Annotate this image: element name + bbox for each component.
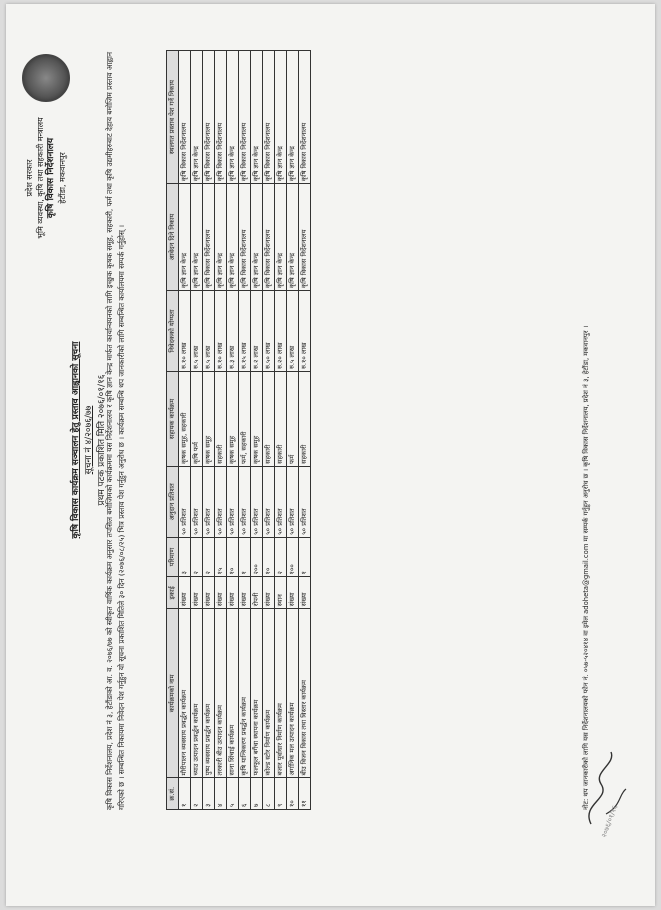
date-stamp: २०७६/०१/१६ [600,804,620,839]
table-cell: च्याउ उत्पादन प्रवर्द्धन कार्यक्रम [191,609,203,778]
table-cell: ५० प्रतिशत [299,466,311,537]
notice-title: कृषि विकास कार्यक्रम सञ्चालन हेतु प्रस्ताव आह्वानको सूचना [71,341,81,539]
table-cell: कृषक समूह [203,372,215,467]
table-cell: ५० प्रतिशत [215,466,227,537]
table-row [263,51,275,810]
table-cell: १० [227,537,239,577]
notice-number: सूचना नं ४/२०७६/७७ [84,405,94,475]
table-header-cell: सहायक कार्यक्रम [167,372,179,467]
table-cell: कृषि ज्ञान केन्द्र [215,184,227,291]
table-cell: संख्या [179,577,191,609]
table-cell: कृषि ज्ञान केन्द्र [275,184,287,291]
table-cell: संख्या [263,577,275,609]
table-cell: कृषि ज्ञान केन्द्र [191,51,203,184]
table-cell: ५० प्रतिशत [179,466,191,537]
table-cell: कृषि विकास निर्देशनालय [299,51,311,184]
table-row [191,51,203,810]
table-cell: ६ [239,778,251,810]
table-cell: ५० प्रतिशत [203,466,215,537]
table-cell: सहकारी [299,372,311,467]
table-cell: ९ [275,778,287,810]
table-cell: ५० प्रतिशत [275,466,287,537]
table-header-cell: क्र.सं. [167,778,179,810]
table-cell: कृषि विकास निर्देशनालय [299,184,311,291]
table-cell: अर्गानिक मल उत्पादन कार्यक्रम [287,609,299,778]
table-cell: संख्या [287,577,299,609]
header-line-4: हेटौंडा, मकवानपुर [58,152,67,204]
table-row [179,51,191,810]
table-row [275,51,287,810]
table-cell: संख्या [227,577,239,609]
table-cell: २०० [251,537,263,577]
table-cell: पुष्प व्यवसाय प्रवर्द्धन कार्यक्रम [203,609,215,778]
table-cell: मौरीपालन व्यवसाय प्रवर्द्धन कार्यक्रम [179,609,191,778]
table-cell: तरकारी बीउ उत्पादन कार्यक्रम [215,609,227,778]
table-cell: कृषक समूह [227,372,239,467]
table-cell: रु.३ लाख [227,290,239,371]
table-cell: बजार पूर्वाधार निर्माण कार्यक्रम [275,609,287,778]
table-header-cell: परिमाण [167,537,179,577]
table-cell: कृषि ज्ञान केन्द्र [227,184,239,291]
table-cell: स्थान [275,577,287,609]
table-cell: ३ [179,537,191,577]
table-cell: कृषि ज्ञान केन्द्र [227,51,239,184]
table-cell: कृषि ज्ञान केन्द्र [179,184,191,291]
table-cell: कृषि विकास निर्देशनालय [179,51,191,184]
table-cell: ५० प्रतिशत [287,466,299,537]
table-row [251,51,263,810]
table-cell: संख्या [203,577,215,609]
table-cell: कृषि ज्ञान केन्द्र [251,51,263,184]
table-cell: साना सिंचाई कार्यक्रम [227,609,239,778]
header-line-3: कृषि विकास निर्देशनालय [46,137,56,219]
table-cell: कृषि विकास निर्देशनालय [239,184,251,291]
table-cell: १ [239,537,251,577]
table-cell: कोल्ड स्टोर निर्माण कार्यक्रम [263,609,275,778]
table-cell: ५० प्रतिशत [191,466,203,537]
table-cell: २ [203,537,215,577]
table-cell: फर्म [287,372,299,467]
table-row [203,51,215,810]
table-cell: कृषि ज्ञान केन्द्र [191,184,203,291]
table-cell: १५ [215,537,227,577]
table-cell: ५० प्रतिशत [239,466,251,537]
table-cell: कृषि विकास निर्देशनालय [239,51,251,184]
table-cell: ५० प्रतिशत [227,466,239,537]
table-cell: रु.५ लाख [287,290,299,371]
table-cell: कृषि विकास निर्देशनालय [263,184,275,291]
table-cell: कृषि ज्ञान केन्द्र [287,184,299,291]
table-cell: १० [263,537,275,577]
table-cell: संख्या [215,577,227,609]
table-cell: रु.१० लाख [299,290,311,371]
header-line-1: प्रदेश सरकार [25,159,34,197]
table-cell: कृषक समूह, सहकारी [179,372,191,467]
table-cell: १ [179,778,191,810]
table-cell: २ [191,537,203,577]
table-row [215,51,227,810]
table-cell: ३ [203,778,215,810]
table-cell: कृषि विकास निर्देशनालय [203,184,215,291]
table-cell: ११ [299,778,311,810]
table-cell: रु.५ लाख [203,290,215,371]
table-cell: संख्या [299,577,311,609]
table-cell: रोपनी [251,577,263,609]
table-row [299,51,311,810]
table-cell: फर्म, सहकारी [239,372,251,467]
footer-note: नोट: थप जानकारीको लागि यस निर्देशनालयको फोन नं. ०५७-५२०४१४ वा इमेल adoheta@gmail.com मा सम्पर्क गर्नुहुन अनुरोध छ । कृषि विकास निर्देशनालय, प्रदेश नं ३, हेटौंडा, मकवानपुर । [582,325,590,810]
table-cell: सहकारी [215,372,227,467]
table-cell: रु.२ लाख [251,290,263,371]
header-line-2: भूमि व्यवस्था, कृषि तथा सहकारी मन्त्रालय [36,117,45,239]
intro-paragraph: कृषि विकास निर्देशनालय, प्रदेश नं ३, हेटौंडाको आ. व. २०७६/७७ को स्वीकृत वार्षिक कार्यक्रम अनुसार तपसिल बमोजिमको कार्यक्रममा यस निर्देशनालय र कृषि ज्ञान केन्द्र मार्फत कार्यान्वयनको लागि इच्छुक कृषक समूह, सहकारी, फर्म तथा कृषि उद्यमीहरुबाट देहाय बमोजिम प्रस्ताव आह्वान गरिएको छ । सम्बन्धित निकायमा निवेदन पेश गर्नुहुन यो सूचना प्रकाशित मितिले ३० दिन (२०७६/०८/२५) भित्र प्रस्ताव पेश गर्नुहुन अनुरोध छ । कार्यक्रम सम्बन्धि थप जानकारीको लागि सम्बन्धित कार्यालयमा सम्पर्क गर्नुहोस् । [105,52,126,810]
table-cell: रु.१५ लाख [239,290,251,371]
table-cell: ८ [263,778,275,810]
table-cell: १ [299,537,311,577]
table-header-cell: निवेदकको योग्यता [167,290,179,371]
table-cell: संख्या [191,577,203,609]
table-row [227,51,239,810]
table-cell: ५० प्रतिशत [263,466,275,537]
table-body [179,51,311,810]
table-row [287,51,299,810]
table-cell: २ [191,778,203,810]
table-cell: कृषक समूह [251,372,263,467]
table-cell: बीउ विजन विकास तथा विस्तार कार्यक्रम [299,609,311,778]
table-cell: सहकारी [263,372,275,467]
table-cell: सहकारी [275,372,287,467]
table-cell: रु.१० लाख [179,290,191,371]
table-cell: कृषि यान्त्रिकरण प्रवर्द्धन कार्यक्रम [239,609,251,778]
notice-published: प्रथम पटक प्रकाशित मिति २०७६/०१/१६ [97,374,107,506]
table-cell: ५ [227,778,239,810]
table-cell: ४ [215,778,227,810]
table-cell: संख्या [239,577,251,609]
table-cell: कृषि विकास निर्देशनालय [215,51,227,184]
table-cell: कृषि ज्ञान केन्द्र [275,51,287,184]
table-row [239,51,251,810]
table-cell: कृषि फर्म [191,372,203,467]
table-header-cell: स्थलगत प्रस्ताव पेश गर्ने निकाय [167,51,179,184]
table-header-cell: इकाई [167,577,179,609]
table-cell: २ [275,537,287,577]
rotated-document [16,30,616,850]
table-cell: कृषि विकास निर्देशनालय [203,51,215,184]
table-header-cell: कार्यक्रमको नाम [167,609,179,778]
table-cell: फलफूल बगैंचा स्थापना कार्यक्रम [251,609,263,778]
table-cell: ७ [251,778,263,810]
table-cell: रु.५ लाख [191,290,203,371]
table-header-cell: अनुदान प्रतिशत [167,466,179,537]
table-cell: कृषि ज्ञान केन्द्र [287,51,299,184]
table-cell: कृषि विकास निर्देशनालय [263,51,275,184]
letterhead [24,48,68,308]
table-cell: रु.५० लाख [263,290,275,371]
table-cell: रु.१० लाख [215,290,227,371]
table-cell: ५० प्रतिशत [251,466,263,537]
table-header-row [167,51,179,810]
program-table [166,50,311,810]
table-header-cell: आवेदन दिने निकाय [167,184,179,291]
table-cell: १० [287,778,299,810]
scanned-page [6,4,655,906]
table-cell: रु.२० लाख [275,290,287,371]
table-cell: १०० [287,537,299,577]
table-cell: कृषि ज्ञान केन्द्र [251,184,263,291]
